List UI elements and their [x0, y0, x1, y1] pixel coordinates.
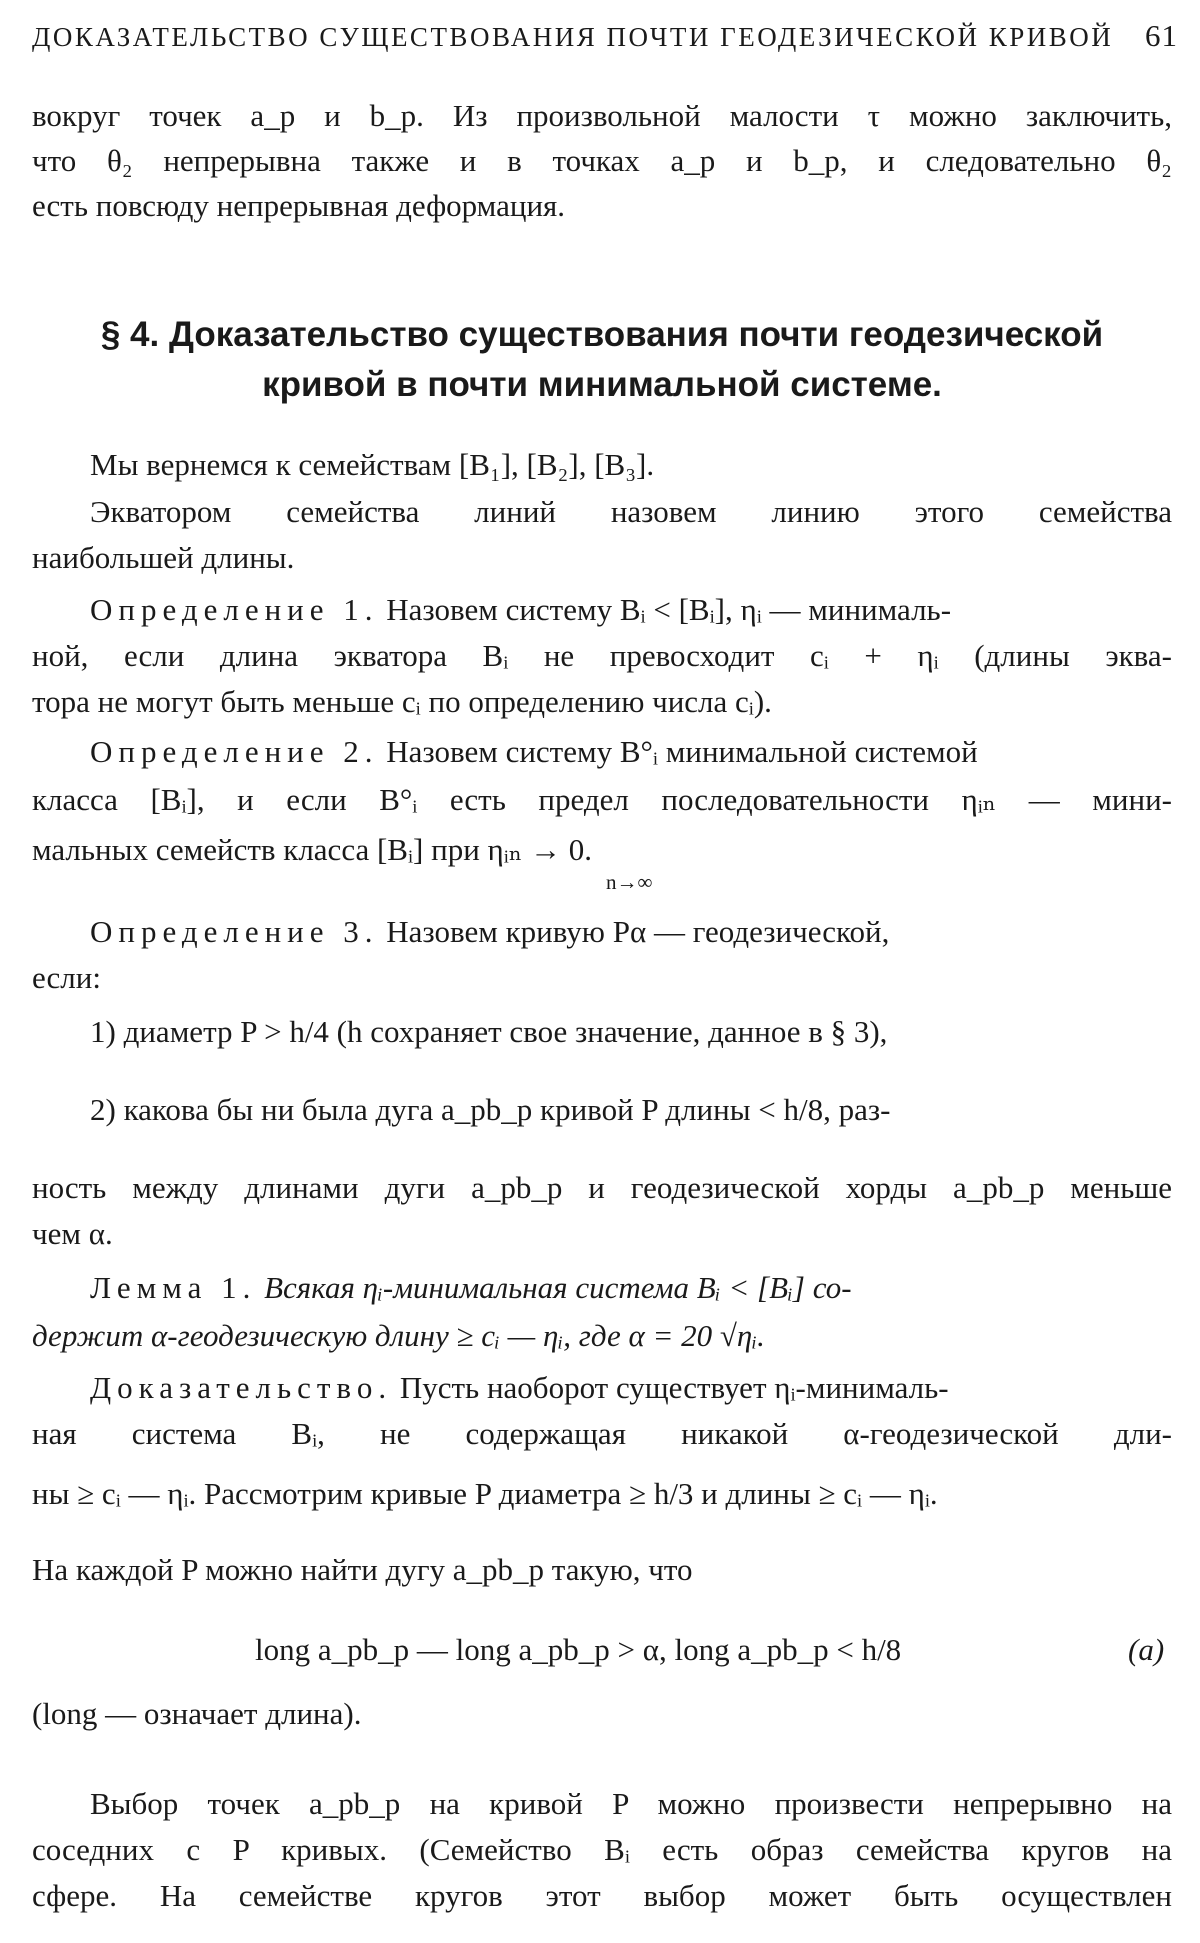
definition-1-label: Определение 1.: [90, 592, 379, 627]
intro-line-3: есть повсюду непрерывная деформация.: [32, 188, 566, 223]
proof-label: Доказательство.: [90, 1370, 393, 1405]
families-paragraph: Мы вернемся к семействам [B₁], [B₂], [B₃].: [90, 447, 655, 482]
definition-1-line-1: [90, 590, 951, 630]
proof-text: Пусть наоборот существует ηᵢ-минималь-: [399, 1370, 949, 1405]
equator-line-1: Экватором семейства линий назовем линию этого семейства: [90, 494, 1172, 529]
lemma-line-2: держит α-геодезическую длину ≥ cᵢ — ηᵢ, где α = 20 √ηᵢ.: [32, 1318, 765, 1353]
intro-line-1: вокруг точек a_p и b_p. Из произвольной малости τ можно заключить,: [32, 98, 1172, 133]
section-title-line-2: кривой в почти минимальной системе.: [262, 365, 942, 404]
page-header: [32, 18, 1178, 66]
intro-line-2: что θ₂ непрерывна также и в точках a_p и b_p, и следовательно θ₂: [32, 143, 1172, 178]
condition-2-line-2: ность между длинами дуги a_pb_p и геодезической хорды a_pb_p меньше: [32, 1170, 1172, 1205]
page-number: 61: [1145, 18, 1178, 53]
proof-line-1: [90, 1368, 949, 1408]
lemma-statement: Всякая ηᵢ-минимальная система Bᵢ < [Bᵢ] со-: [264, 1270, 852, 1305]
condition-1: 1) диаметр P > h/4 (h сохраняет свое значение, данное в § 3),: [90, 1014, 888, 1049]
equation-label: (a): [1128, 1632, 1165, 1667]
definition-2-line-3: мальных семейств класса [Bᵢ] при ηᵢₙ → 0.: [32, 832, 592, 867]
definition-3-label: Определение 3.: [90, 914, 379, 949]
limit-subscript: n→∞: [606, 870, 653, 894]
lemma-label: Лемма 1.: [90, 1270, 257, 1305]
definition-1-line-2: ной, если длина экватора Bᵢ не превосходит cᵢ + ηᵢ (длины эква-: [32, 638, 1172, 673]
proof-line-2: ная система Bᵢ, не содержащая никакой α-геодезической дли-: [32, 1416, 1172, 1451]
choice-line-3: сфере. На семействе кругов этот выбор может быть осуществлен: [32, 1878, 1172, 1913]
definition-3-line-1: [90, 912, 889, 952]
definition-2-text: Назовем систему B°ᵢ минимальной системой: [386, 734, 978, 769]
definition-3-text: Назовем кривую Pα — геодезической,: [386, 914, 890, 949]
definition-1-text: Назовем систему Bᵢ < [Bᵢ], ηᵢ — минималь-: [386, 592, 952, 627]
long-note: (long — означает длина).: [32, 1696, 362, 1731]
lemma-line-1: [90, 1268, 852, 1308]
condition-2-line-1: 2) какова бы ни была дуга a_pb_p кривой P длины < h/8, раз-: [90, 1092, 891, 1127]
section-title-line-1: § 4. Доказательство существования почти геодезической: [100, 315, 1104, 354]
equator-line-2: наибольшей длины.: [32, 540, 295, 575]
choice-line-2: соседних с P кривых. (Семейство Bᵢ есть образ семейства кругов на: [32, 1832, 1172, 1867]
proof-line-4: На каждой P можно найти дугу a_pb_p такую, что: [32, 1552, 693, 1587]
definition-3-line-2: если:: [32, 960, 101, 995]
condition-2-line-3: чем α.: [32, 1216, 113, 1251]
proof-line-3: ны ≥ cᵢ — ηᵢ. Рассмотрим кривые P диаметра ≥ h/3 и длины ≥ cᵢ — ηᵢ.: [32, 1476, 938, 1511]
definition-2-line-2: класса [Bᵢ], и если B°ᵢ есть предел последовательности ηᵢₙ — мини-: [32, 782, 1172, 817]
running-title: ДОКАЗАТЕЛЬСТВО СУЩЕСТВОВАНИЯ ПОЧТИ ГЕОДЕЗИЧЕСКОЙ КРИВОЙ: [32, 22, 1114, 52]
equation-a: long a_pb_p — long a_pb_p > α, long a_pb_p < h/8: [255, 1632, 902, 1667]
definition-1-line-3: тора не могут быть меньше cᵢ по определению числа cᵢ).: [32, 684, 772, 719]
choice-line-1: Выбор точек a_pb_p на кривой P можно произвести непрерывно на: [90, 1786, 1172, 1821]
definition-2-label: Определение 2.: [90, 734, 379, 769]
definition-2-line-1: [90, 732, 978, 772]
